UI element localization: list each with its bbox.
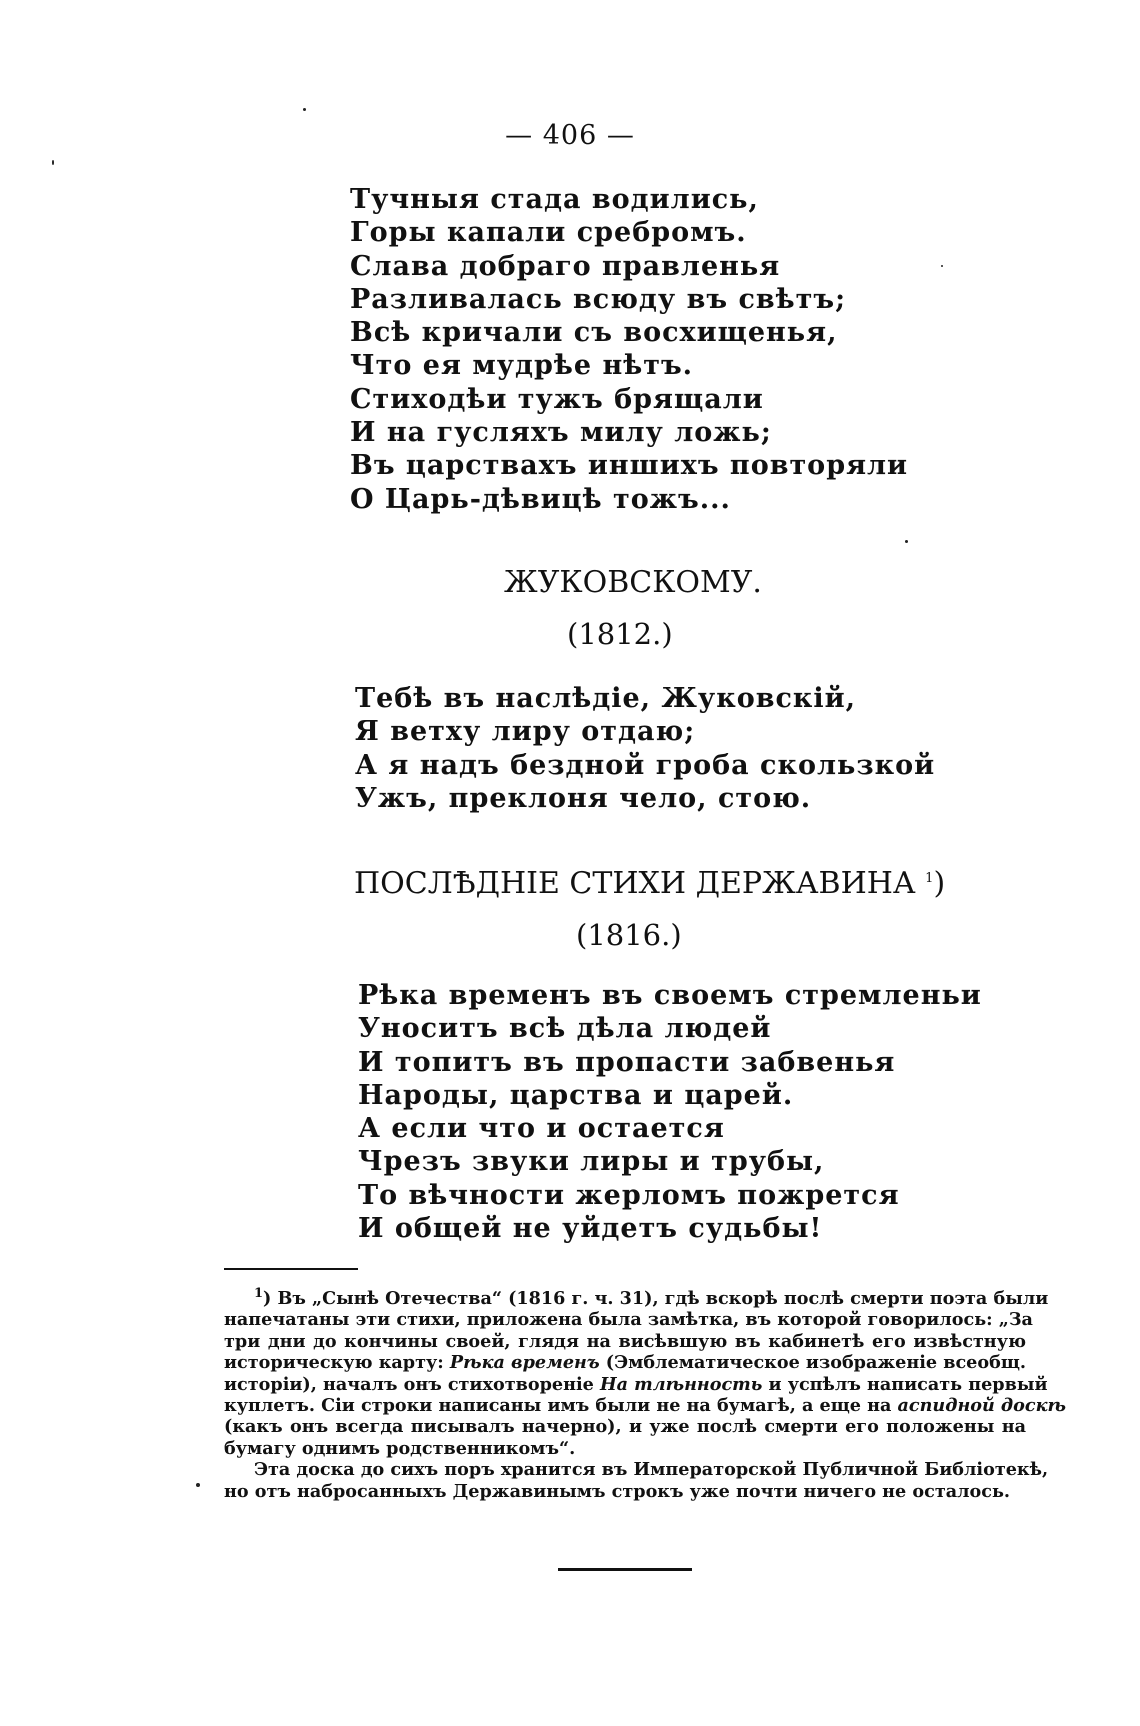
print-speck	[303, 108, 306, 111]
poem-stanza	[358, 979, 982, 1245]
print-speck	[905, 540, 908, 543]
footnote-divider	[224, 1268, 358, 1270]
footnote-reference[interactable]: 1	[925, 871, 934, 886]
footnote-line: три дни до кончины своей, глядя на висѣвшую въ кабинетѣ его извѣстную	[224, 1330, 1026, 1352]
poem-stanza	[355, 682, 935, 815]
poem-line: Рѣка временъ въ своемъ стремленьи	[358, 980, 982, 1011]
poem-line: И на гусляхъ милу ложь;	[350, 417, 772, 449]
page-number: — 406 —	[505, 120, 635, 151]
poem-year: (1812.)	[567, 617, 673, 651]
poem-title-close: )	[933, 866, 946, 901]
footnote-mark: 1	[254, 1286, 264, 1302]
footnote-line: Эта доска до сихъ поръ хранится въ Императорской Публичной Библіотекѣ,	[254, 1459, 1049, 1481]
print-speck	[196, 1483, 200, 1487]
footnote-line: бумагу однимъ родственникомъ“.	[224, 1437, 576, 1459]
footnote-line	[224, 1394, 1066, 1416]
poem-line: Уноситъ всѣ дѣла людей	[358, 1013, 772, 1045]
poem-line: То вѣчности жерломъ пожрется	[358, 1179, 900, 1211]
poem-line: Всѣ кричали съ восхищенья,	[350, 317, 838, 349]
footnote	[224, 1286, 1066, 1502]
footnote-line	[224, 1286, 1049, 1309]
poem-stanza	[350, 183, 908, 516]
poem-line: Тебѣ въ наслѣдіе, Жуковскій,	[355, 683, 857, 714]
poem-year: (1816.)	[576, 918, 682, 952]
poem-line: Что ея мудрѣе нѣтъ.	[350, 350, 694, 382]
footnote-text: и успѣлъ написать первый	[762, 1373, 1048, 1395]
footnote-line	[224, 1352, 1026, 1373]
poem-line: А если что и остается	[358, 1113, 725, 1145]
footnote-text: ) Въ „Сынѣ Отечества“ (1816 г. ч. 31), гдѣ вскорѣ послѣ смерти поэта были	[263, 1288, 1049, 1309]
poem-line: Въ царствахъ иншихъ повторяли	[350, 450, 909, 482]
poem-line: И топитъ въ пропасти забвенья	[358, 1046, 896, 1078]
footnote-italic: На тлѣнность	[599, 1373, 763, 1395]
poem-line: Народы, царства и царей.	[358, 1079, 794, 1111]
footnote-line	[224, 1373, 1048, 1395]
footnote-line: (какъ онъ всегда писывалъ начерно), и уже послѣ смерти его положены на	[224, 1416, 1026, 1438]
poem-line: О Царь-дѣвицѣ тожъ...	[350, 483, 731, 515]
poem-title-text: ПОСЛѢДНІЕ СТИХИ ДЕРЖАВИНА	[354, 866, 916, 901]
poem-line: А я надъ бездной гроба скользкой	[355, 749, 936, 781]
poem-line: Стиходѣи тужъ брящали	[350, 383, 764, 415]
poem-line: И общей не уйдетъ судьбы!	[358, 1213, 823, 1245]
poem-title	[354, 866, 945, 901]
footnote-line: но отъ набросанныхъ Державинымъ строкъ уже почти ничего не осталось.	[224, 1480, 1011, 1502]
footnote-text: куплетъ. Сіи строки написаны имъ были не на бумагѣ, а еще на	[224, 1394, 898, 1416]
footnote-text: исторіи), началъ онъ стихотвореніе	[224, 1373, 600, 1395]
footnote-line: напечатаны эти стихи, приложена была замѣтка, въ которой говорилось: „За	[224, 1309, 1033, 1331]
print-speck	[941, 265, 943, 267]
poem-line: Тучныя стада водились,	[350, 184, 759, 215]
poem-title: ЖУКОВСКОМУ.	[504, 565, 762, 600]
print-speck	[52, 160, 54, 165]
footnote-italic: аспидной доскѣ	[897, 1394, 1066, 1416]
poem-line: Разливалась всюду въ свѣтъ;	[350, 283, 847, 315]
poem-line: Слава добраго правленья	[350, 250, 781, 282]
footnote-text: историческую карту:	[224, 1352, 450, 1374]
poem-line: Горы капали сребромъ.	[350, 217, 747, 249]
poem-line: Я ветху лиру отдаю;	[355, 716, 696, 748]
footnote-text: (Эмблематическое изображеніе всеобщ.	[599, 1352, 1027, 1374]
poem-line: Ужъ, преклоня чело, стою.	[355, 782, 812, 814]
footnote-italic: Рѣка временъ	[449, 1352, 600, 1374]
poem-line: Чрезъ звуки лиры и трубы,	[358, 1146, 825, 1178]
end-divider	[558, 1568, 692, 1571]
